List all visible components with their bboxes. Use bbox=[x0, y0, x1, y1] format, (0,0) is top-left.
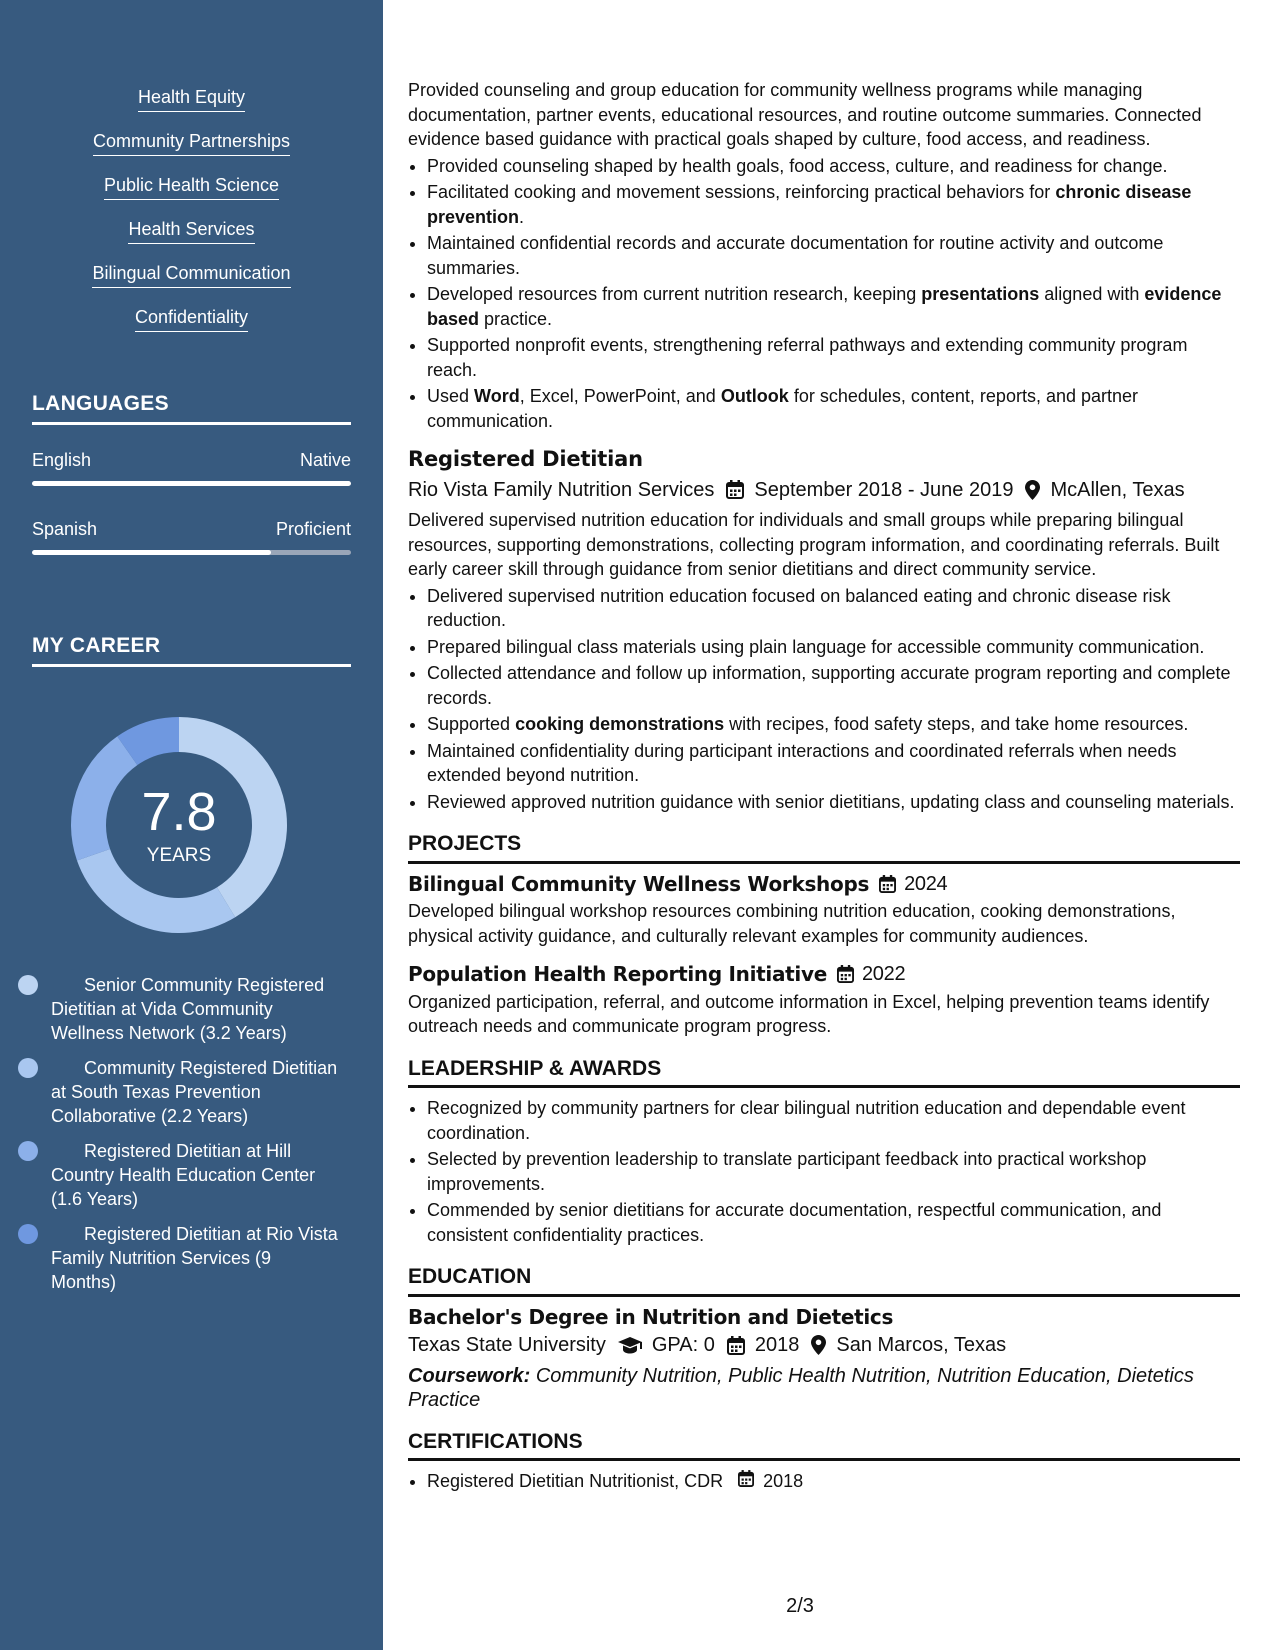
career-item-text: Senior Community Registered Dietitian at Vida Community Wellness Network (3.2 Years) bbox=[51, 975, 325, 1043]
bullet: • Provided counseling shaped by health goals, food access, culture, and readiness for change. bbox=[427, 154, 1240, 179]
legend-dot bbox=[18, 1141, 38, 1161]
career-unit: YEARS bbox=[146, 845, 212, 866]
certifications-list bbox=[408, 1469, 1240, 1494]
career-item bbox=[51, 1139, 341, 1211]
job-title: Registered Dietitian bbox=[408, 447, 643, 471]
bullet: • Used Word, Excel, PowerPoint, and Outlook for schedules, content, reports, and partner communication. bbox=[427, 384, 1240, 433]
project-title bbox=[408, 872, 1240, 897]
career-item-text: Community Registered Dietitian at South Texas Prevention Collaborative (2.2 Years) bbox=[51, 1058, 338, 1126]
calendar-icon bbox=[837, 965, 854, 983]
bullet: • Reviewed approved nutrition guidance with senior dietitians, updating class and counseling materials. bbox=[427, 790, 1240, 815]
school-name: Texas State University bbox=[408, 1334, 606, 1356]
skill-item: Public Health Science bbox=[104, 174, 279, 200]
coursework-label: Coursework: bbox=[408, 1364, 531, 1387]
calendar-icon bbox=[879, 875, 896, 893]
career-item bbox=[51, 1222, 341, 1294]
job-company: Rio Vista Family Nutrition Services bbox=[408, 478, 715, 501]
bullet: • Supported cooking demonstrations with recipes, food safety steps, and take home resources. bbox=[427, 712, 1240, 737]
legend-dot bbox=[18, 1224, 38, 1244]
certifications-heading: CERTIFICATIONS bbox=[408, 1430, 1240, 1462]
experience-intro: Provided counseling and group education for community wellness programs while managing documentation, partner events, educational resources, and routine outcome summaries. Connected evidence based guidance with practical goals shaped by culture, food access, and readiness. bbox=[408, 80, 1202, 149]
language-level: Native bbox=[299, 450, 351, 470]
job-bullets bbox=[408, 584, 1240, 815]
intro-bullets bbox=[408, 154, 1240, 434]
calendar-icon bbox=[738, 1470, 754, 1487]
leadership-heading: LEADERSHIP & AWARDS bbox=[408, 1057, 1240, 1089]
project-name: Bilingual Community Wellness Workshops bbox=[408, 871, 870, 896]
projects-heading: PROJECTS bbox=[408, 832, 1240, 864]
certification-name: Registered Dietitian Nutritionist, CDR bbox=[427, 1471, 724, 1491]
certification-year: 2018 bbox=[763, 1471, 804, 1491]
career-total: 7.8 bbox=[141, 782, 217, 842]
career-item-text: Registered Dietitian at Hill Country Health Education Center (1.6 Years) bbox=[51, 1141, 316, 1209]
project-description: Developed bilingual workshop resources combining nutrition education, cooking demonstrations, physical activity guidance, and culturally relevant examples for community audiences. bbox=[408, 901, 1176, 946]
bullet: • Supported nonprofit events, strengthening referral pathways and extending community program reach. bbox=[427, 333, 1240, 382]
job-location: McAllen, Texas bbox=[1050, 478, 1185, 501]
education-meta bbox=[408, 1333, 1240, 1358]
coursework-list: Community Nutrition, Public Health Nutrition, Nutrition Education, Dietetics Practice bbox=[408, 1364, 1194, 1411]
coursework bbox=[408, 1364, 1240, 1412]
bullet: • Collected attendance and follow up information, supporting accurate program reporting and complete records. bbox=[427, 661, 1240, 710]
language-bar-fill bbox=[32, 550, 271, 555]
bullet: • Selected by prevention leadership to translate participant feedback into practical workshop improvements. bbox=[427, 1147, 1240, 1196]
graduation-year: 2018 bbox=[754, 1334, 800, 1356]
bullet: • Prepared bilingual class materials using plain language for accessible community communication. bbox=[427, 635, 1240, 660]
skill-item: Bilingual Communication bbox=[92, 262, 290, 288]
bullet: • Facilitated cooking and movement sessions, reinforcing practical behaviors for chronic disease prevention. bbox=[427, 180, 1240, 229]
project-title bbox=[408, 962, 1240, 987]
bullet: • Commended by senior dietitians for accurate documentation, respectful communication, and consistent confidentiality practices. bbox=[427, 1198, 1240, 1247]
job-summary: Delivered supervised nutrition education for individuals and small groups while preparing bilingual resources, supporting demonstrations, collecting program information, and coordinating referrals. Built early career skill through guidance from senior dietitians and direct community service. bbox=[408, 510, 1220, 579]
job-meta bbox=[408, 478, 1240, 503]
donut-segment-3 bbox=[71, 736, 137, 860]
location-pin-icon bbox=[1025, 480, 1040, 500]
skill-item: Health Equity bbox=[138, 86, 245, 112]
bullet: • Delivered supervised nutrition education focused on balanced eating and chronic disease risk reduction. bbox=[427, 584, 1240, 633]
legend-dot bbox=[18, 975, 38, 995]
calendar-icon bbox=[727, 1336, 745, 1355]
bullet: • Maintained confidentiality during participant interactions and coordinated referrals when needs extended beyond nutrition. bbox=[427, 739, 1240, 788]
location-pin-icon bbox=[811, 1335, 826, 1355]
bullet: • Maintained confidential records and accurate documentation for routine activity and outcome summaries. bbox=[427, 231, 1240, 280]
languages-heading: LANGUAGES bbox=[32, 392, 351, 425]
page-number: 2/3 bbox=[786, 1595, 814, 1617]
skill-item: Confidentiality bbox=[135, 306, 248, 332]
career-item bbox=[51, 973, 341, 1045]
language-name: Spanish bbox=[32, 519, 98, 539]
skill-item: Community Partnerships bbox=[93, 130, 290, 156]
career-item bbox=[51, 1056, 341, 1128]
sidebar bbox=[0, 0, 383, 1650]
project-date: 2022 bbox=[861, 963, 906, 985]
gpa: GPA: 0 bbox=[651, 1334, 715, 1356]
calendar-icon bbox=[726, 480, 744, 499]
school-location: San Marcos, Texas bbox=[836, 1334, 1007, 1356]
main-content bbox=[408, 78, 1240, 1496]
project-description: Organized participation, referral, and outcome information in Excel, helping prevention teams identify outreach needs and communicate program progress. bbox=[408, 991, 1210, 1036]
graduation-cap-icon bbox=[618, 1337, 642, 1354]
language-spanish bbox=[32, 519, 351, 555]
career-item-text: Registered Dietitian at Rio Vista Family Nutrition Services (9 Months) bbox=[51, 1224, 338, 1292]
project-date: 2024 bbox=[904, 872, 948, 895]
language-level: Proficient bbox=[275, 519, 351, 539]
language-name: English bbox=[32, 450, 92, 470]
certification-item bbox=[427, 1469, 1240, 1494]
language-english bbox=[32, 450, 351, 486]
career-heading: MY CAREER bbox=[32, 634, 351, 667]
education-heading: EDUCATION bbox=[408, 1265, 1240, 1297]
job-dates: September 2018 - June 2019 bbox=[754, 478, 1014, 501]
career-donut-chart bbox=[64, 710, 294, 940]
bullet: • Recognized by community partners for clear bilingual nutrition education and dependable event coordination. bbox=[427, 1096, 1240, 1145]
bullet: • Developed resources from current nutrition research, keeping presentations aligned with evidence based practice. bbox=[427, 282, 1240, 331]
legend-dot bbox=[18, 1058, 38, 1078]
leadership-bullets bbox=[408, 1096, 1240, 1247]
language-bar bbox=[32, 550, 351, 555]
project-name: Population Health Reporting Initiative bbox=[408, 962, 827, 986]
degree-title: Bachelor's Degree in Nutrition and Dietetics bbox=[408, 1304, 894, 1329]
skills-list bbox=[0, 86, 383, 350]
career-legend bbox=[51, 973, 341, 1305]
skill-item: Health Services bbox=[128, 218, 254, 244]
language-bar-fill bbox=[32, 481, 351, 486]
language-bar bbox=[32, 481, 351, 486]
